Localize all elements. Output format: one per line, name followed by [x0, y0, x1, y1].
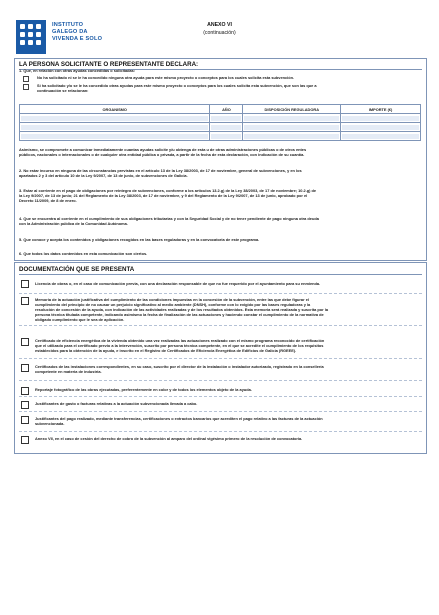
- option-no-other-aid-label: No ha solicitado ni se le ha concedido ninguna otra ayuda para este mismo proyecto o conceptos para los cuales solicita esta subvención.: [37, 75, 295, 80]
- declaration-4-line-1: 4. Que se encuentra al corriente en el cumplimiento de sus obligaciones tributarias y con la Seguridad Social y de no tener pendiente de pago ninguna otra deuda: [19, 216, 319, 221]
- doc-checkbox[interactable]: [21, 401, 29, 409]
- doc-checkbox[interactable]: [21, 280, 29, 288]
- doc-checkbox[interactable]: [21, 387, 29, 395]
- regulation-input[interactable]: [243, 123, 341, 132]
- doc-checkbox[interactable]: [21, 364, 29, 372]
- doc-item-text: Reportaje fotográfico de las obras ejecutadas, preferentemente en color y de todos los elementos objeto de la ayuda.: [35, 387, 252, 392]
- doc-item-text: resolución de concesión de la ayuda, con indicación de las actividades realizadas y de los resultados obtenidos. Esta memoria será realizada y suscrita por la: [35, 307, 328, 312]
- documentation-title: DOCUMENTACIÓN QUE SE PRESENTA: [19, 266, 135, 273]
- doc-checkbox[interactable]: [21, 416, 29, 424]
- year-input[interactable]: [210, 123, 243, 132]
- declaration-2-line-1: 2. No estar incurso en ninguna de las circunstancias previstas en el artículo 13 de la Ley 38/2003, de 17 de noviembre, general de subvenciones, y en los: [19, 168, 302, 173]
- doc-item-text: competente en materia de industria.: [35, 369, 102, 374]
- organismo-input[interactable]: [20, 123, 210, 132]
- amount-input[interactable]: [341, 114, 421, 123]
- annex-title: ANEXO VI: [207, 22, 232, 28]
- declaration-section: [14, 58, 427, 261]
- declaration-3-line-2: la Ley 9/2007, de 13 de junio; 21 del Reglamento de la Ley 38/2003, de 17 de noviembre, y 9 del Reglamento de la Ley 9/2007, de 13 de junio, aprobado por el: [19, 193, 308, 198]
- year-input[interactable]: [210, 114, 243, 123]
- commitment-paragraph-line-2: públicos, nacionales o internacionales o de cualquier otra entidad pública o privada, a partir de la fecha de esta declaración, con indicación de su cuantía.: [19, 152, 305, 157]
- column-organismo: ORGANISMO: [20, 105, 210, 114]
- option-other-aid-checkbox[interactable]: [23, 84, 29, 90]
- declaration-6: 6. Que todos los datos contenidos en esta comunicación son ciertos.: [19, 251, 148, 256]
- table-row: [20, 123, 421, 132]
- organismo-input[interactable]: [20, 132, 210, 141]
- row-divider: [19, 325, 422, 326]
- row-divider: [19, 358, 422, 359]
- section-divider: [19, 274, 422, 275]
- doc-item-text: Certificados de las instalaciones correspondientes, en su caso, suscrito por el director de la instalación o instalador autorizado, registrado en la consellería: [35, 364, 324, 369]
- organismo-input[interactable]: [20, 114, 210, 123]
- regulation-input[interactable]: [243, 114, 341, 123]
- declaration-title: LA PERSONA SOLICITANTE O REPRESENTANTE DECLARA:: [19, 61, 199, 68]
- doc-checkbox[interactable]: [21, 297, 29, 305]
- option-other-aid-label-2: continuación se relacionan:: [37, 88, 89, 93]
- documentation-section: [14, 262, 427, 454]
- row-divider: [19, 396, 422, 397]
- row-divider: [19, 411, 422, 412]
- row-divider: [19, 431, 422, 432]
- doc-item-text: subvencionada.: [35, 421, 65, 426]
- institute-name: INSTITUTO GALEGO DA VIVENDA E SOLO: [52, 22, 103, 42]
- amount-input[interactable]: [341, 132, 421, 141]
- row-divider: [19, 293, 422, 294]
- doc-item-text: Justificantes de gasto o facturas relativas a la actuación subvencionada llevada a cabo.: [35, 401, 198, 406]
- column-regulation: DISPOSICIÓN REGULADORA: [243, 105, 341, 114]
- commitment-paragraph-line-1: Asimismo, se compromete a comunicar inmediatamente cuantas ayudas solicite y/u obtenga de esta u de otras administraciones públicas o de otros entes: [19, 147, 307, 152]
- doc-item-text: obligado cumplimiento que le sea de aplicación.: [35, 317, 125, 322]
- doc-checkbox[interactable]: [21, 338, 29, 346]
- row-divider: [19, 380, 422, 381]
- doc-item-text: que el utilizado para el certificado previo a la intervención, suscrito por persona técnica competente, en el que se acredite el cumplimiento de los requisitos: [35, 343, 324, 348]
- annex-subtitle: (continuación): [203, 30, 236, 36]
- table-row: [20, 132, 421, 141]
- column-amount: IMPORTE (€): [341, 105, 421, 114]
- doc-item-text: establecidos para la obtención de la ayuda, e inscrito en el Registro de Certificados de Eficiencia Energética de Edificios de Galicia (RGEEE).: [35, 348, 297, 353]
- doc-item-text: Anexo VII, en el caso de cesión del derecho de cobro de la subvención al amparo del ordinal vigésimo primero de la resolución de convocatoria.: [35, 436, 303, 441]
- doc-item-text: persona técnica titulada competente, indicando asimismo la fecha de finalización de las actuaciones y haciendo constar el cumplimiento de la normativa de: [35, 312, 324, 317]
- column-year: AÑO: [210, 105, 243, 114]
- declaration-4-line-2: con la Administración pública de la Comunidad Autónoma.: [19, 221, 128, 226]
- declaration-3-line-3: Decreto 11/2009, de 8 de enero.: [19, 198, 77, 203]
- year-input[interactable]: [210, 132, 243, 141]
- regulation-input[interactable]: [243, 132, 341, 141]
- declaration-5: 5. Que conoce y acepta los contenidos y obligaciones recogidos en las bases reguladoras y en la convocatoria de este programa.: [19, 237, 260, 242]
- option-no-other-aid-checkbox[interactable]: [23, 76, 29, 82]
- amount-input[interactable]: [341, 123, 421, 132]
- question-1: 1. Que, en relación con otras ayudas concedidas o solicitadas:: [19, 68, 136, 73]
- doc-checkbox[interactable]: [21, 436, 29, 444]
- option-other-aid-label-1: Sí ha solicitado y/o se le ha concedido otras ayudas para este mismo proyecto o conceptos para los cuales solicita esta subvención, que son las que a: [37, 83, 317, 88]
- doc-item-text: Certificado de eficiencia energética de la vivienda obtenido una vez realizadas las actuaciones realizado con el mismo programa reconocido de certificación: [35, 338, 325, 343]
- declaration-2-line-2: apartados 2 y 3 del artículo 10 de la Ley 9/2007, de 13 de junio, de subvenciones de Galicia.: [19, 173, 188, 178]
- table-row: [20, 114, 421, 123]
- doc-item-text: Licencia de obras o, en el caso de comunicación previa, con una declaración responsable de que no fue requerido por el ayuntamiento para su enmienda.: [35, 281, 321, 286]
- declaration-3-line-1: 3. Estar al corriente en el pago de obligaciones por reintegro de subvenciones, conforme a los artículos 13.2.g) de la Ley 38/2003, de 17 de noviembre; 10.2.g) de: [19, 188, 317, 193]
- doc-item-text: Memoria de la actuación justificativa del cumplimiento de las condiciones impuestas en la concesión de la subvención, entre las que debe figurar el: [35, 297, 309, 302]
- other-aid-table: [19, 104, 421, 141]
- doc-item-text: Justificantes del pago realizado, mediante transferencias, certificaciones o extractos bancarios que acrediten el pago relativo a las facturas de la actuación: [35, 416, 323, 421]
- doc-item-text: cumplimiento del principio de no causar un perjuicio significativo al medio ambiente (DNSH), conforme con lo exigido por las bases reguladoras y la: [35, 302, 311, 307]
